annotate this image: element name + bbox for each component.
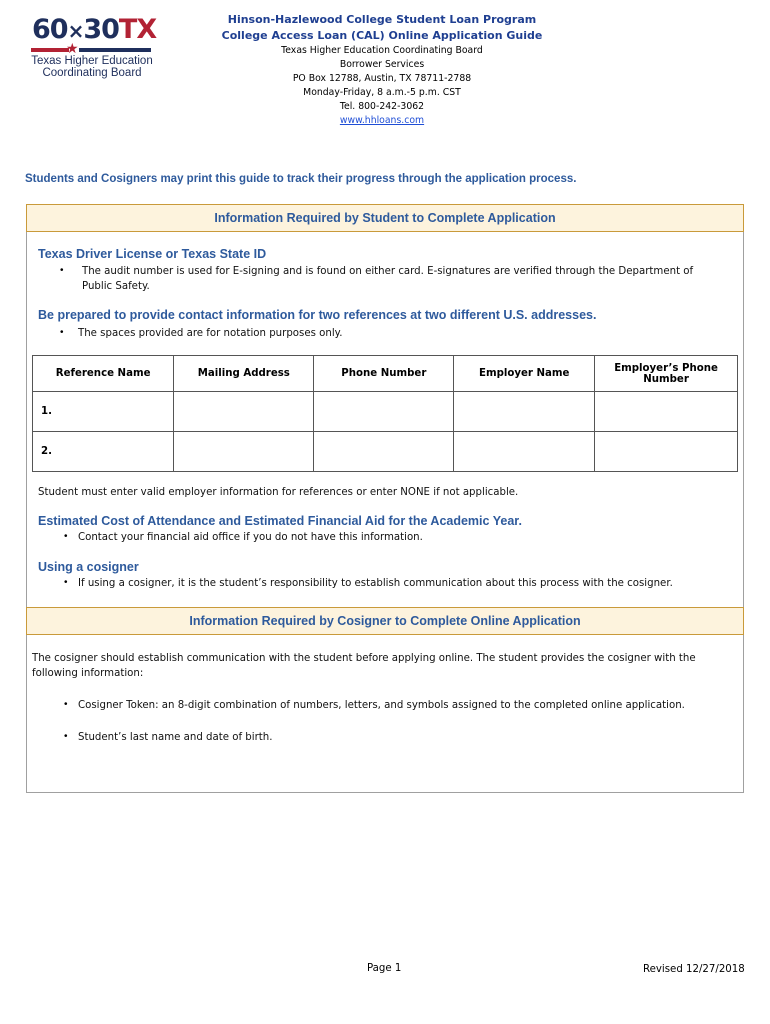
phone-cell: [314, 432, 454, 472]
license-heading: Texas Driver License or Texas State ID: [38, 247, 267, 261]
bullet-icon: •: [64, 731, 68, 742]
logo-stripe: [31, 48, 151, 52]
bullet-icon: •: [64, 577, 68, 588]
phone-cell: [314, 392, 454, 432]
cosigner-section-band: Information Required by Cosigner to Complete Online Application: [26, 607, 744, 635]
logo-wordmark: 60×30TX: [32, 14, 157, 45]
guide-title: College Access Loan (CAL) Online Application Guide: [221, 29, 543, 42]
cost-bullet: Contact your financial aid office if you do not have this information.: [78, 532, 423, 543]
cosigner-heading: Using a cosigner: [38, 560, 139, 574]
row-number: 1.: [33, 392, 174, 432]
column-header: Employer Name: [454, 356, 595, 392]
mailing-address-cell: [174, 392, 314, 432]
employer-cell: [454, 392, 595, 432]
employer-cell: [454, 432, 595, 472]
logo: [28, 14, 156, 84]
bullet-icon: •: [60, 265, 64, 276]
logo-subtitle: Texas Higher Education Coordinating Board: [31, 55, 153, 79]
row-number: 2.: [33, 432, 174, 472]
column-header: Phone Number: [314, 356, 454, 392]
revision-date: Revised 12/27/2018: [643, 964, 745, 975]
program-title: Hinson-Hazlewood College Student Loan Program: [227, 13, 537, 26]
column-header: Reference Name: [33, 356, 174, 392]
intro-text: Students and Cosigners may print this guide to track their progress through the application process.: [25, 173, 577, 185]
page-number: Page 1: [367, 963, 402, 974]
employer-phone-cell: [595, 392, 738, 432]
cosigner-bullet: If using a cosigner, it is the student’s responsibility to establish communication about this process with the cosigner.: [78, 578, 673, 589]
cosigner-bullet-dob: Student’s last name and date of birth.: [78, 732, 273, 743]
references-bullet: The spaces provided are for notation purposes only.: [78, 328, 343, 339]
office-hours: Monday-Friday, 8 a.m.-5 p.m. CST: [303, 87, 461, 98]
column-header: Employer’s Phone Number: [595, 356, 738, 392]
bullet-icon: •: [60, 327, 64, 338]
cost-heading: Estimated Cost of Attendance and Estimated Financial Aid for the Academic Year.: [38, 514, 522, 528]
website-link[interactable]: www.hhloans.com: [339, 115, 425, 126]
telephone: Tel. 800-242-3062: [339, 101, 425, 112]
employer-phone-cell: [595, 432, 738, 472]
employer-note: Student must enter valid employer information for references or enter NONE if not applicable.: [38, 487, 519, 498]
bullet-icon: •: [64, 699, 68, 710]
mailing-address: PO Box 12788, Austin, TX 78711-2788: [292, 73, 472, 84]
references-heading: Be prepared to provide contact information for two references at two different U.S. addresses.: [38, 308, 597, 322]
document-header: [200, 12, 564, 128]
cosigner-paragraph: The cosigner should establish communication with the student before applying online. The student provides the cosigner with the following information:: [32, 653, 696, 679]
org-name: Texas Higher Education Coordinating Board: [281, 45, 483, 56]
cosigner-bullet-token: Cosigner Token: an 8-digit combination of numbers, letters, and symbols assigned to the completed online application.: [78, 700, 685, 711]
mailing-address-cell: [174, 432, 314, 472]
department: Borrower Services: [339, 59, 425, 70]
table-header-row: [33, 356, 738, 392]
student-section-band: Information Required by Student to Complete Application: [26, 204, 744, 232]
references-table: [32, 355, 738, 472]
bullet-icon: •: [64, 531, 68, 542]
star-icon: ★: [66, 40, 79, 56]
table-row: [33, 432, 738, 472]
table-row: [33, 392, 738, 432]
license-bullet: The audit number is used for E-signing and is found on either card. E-signatures are verified through the Department of Public Safety.: [82, 266, 694, 292]
column-header: Mailing Address: [174, 356, 314, 392]
